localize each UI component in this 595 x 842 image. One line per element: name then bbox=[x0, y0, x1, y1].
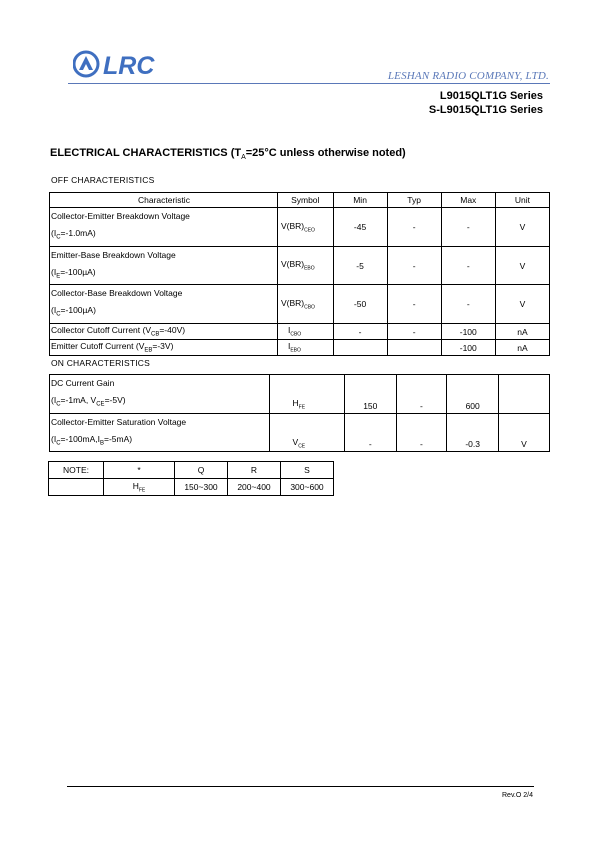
series-title-1: L9015QLT1G Series bbox=[439, 90, 543, 102]
col-min: Min bbox=[333, 193, 387, 208]
on-characteristics-title: ON CHARACTERISTICS bbox=[51, 358, 150, 368]
typ-cell: - bbox=[387, 324, 441, 340]
min-cell: -45 bbox=[333, 208, 387, 247]
lrc-logo bbox=[73, 49, 177, 81]
max-cell: -0.3 bbox=[447, 413, 499, 452]
unit-cell: V bbox=[495, 285, 549, 324]
unit-cell: nA bbox=[495, 340, 549, 356]
min-cell bbox=[333, 340, 387, 356]
table-row bbox=[50, 413, 550, 452]
symbol-cell: $I_{EBO}$ bbox=[277, 340, 333, 356]
max-cell: - bbox=[441, 285, 495, 324]
typ-cell bbox=[387, 340, 441, 356]
note-col-q: Q bbox=[175, 462, 228, 479]
logo-text: LRC bbox=[103, 52, 155, 80]
off-characteristics-table bbox=[49, 192, 550, 356]
min-cell: - bbox=[344, 413, 396, 452]
max-cell: -100 bbox=[441, 324, 495, 340]
table-row bbox=[50, 375, 550, 414]
symbol-cell: $V_{CE}$ bbox=[269, 413, 344, 452]
on-characteristics-table bbox=[49, 374, 550, 452]
typ-cell: - bbox=[387, 246, 441, 285]
min-cell: 150 bbox=[344, 375, 396, 414]
unit-cell: nA bbox=[495, 324, 549, 340]
symbol-cell: $V(BR)_{CEO}$ bbox=[277, 208, 333, 247]
table-row bbox=[50, 285, 550, 324]
characteristic-cell: Emitter Cutoff Current $(V_{EB}=-3V)$ bbox=[50, 340, 278, 356]
symbol-cell: $H_{FE}$ bbox=[269, 375, 344, 414]
note-symbol-cell: $H_{FE}$ bbox=[104, 479, 175, 496]
characteristic-cell: DC Current Gain ($I_C=-1mA$, $V_{CE}=-5V$) bbox=[50, 375, 270, 414]
table-row bbox=[50, 340, 550, 356]
max-cell: - bbox=[441, 246, 495, 285]
note-label: NOTE: bbox=[49, 462, 104, 479]
table-row bbox=[50, 324, 550, 340]
characteristic-cell: Collector Cutoff Current $(V_{CB}=-40V)$ bbox=[50, 324, 278, 340]
symbol-cell: $V(BR)_{EBO}$ bbox=[277, 246, 333, 285]
characteristic-cell: Collector-Base Breakdown Voltage $(I_C=-100\mu A)$ bbox=[50, 285, 278, 324]
note-value-row bbox=[49, 479, 334, 496]
note-col-star: * bbox=[104, 462, 175, 479]
note-header-row bbox=[49, 462, 334, 479]
unit-cell: V bbox=[499, 413, 550, 452]
table-header-row bbox=[50, 193, 550, 208]
note-empty-cell bbox=[49, 479, 104, 496]
typ-cell: - bbox=[396, 413, 447, 452]
note-value-r: 200~400 bbox=[228, 479, 281, 496]
max-cell: - bbox=[441, 208, 495, 247]
min-cell: -50 bbox=[333, 285, 387, 324]
symbol-cell: $V(BR)_{CBO}$ bbox=[277, 285, 333, 324]
table-row bbox=[50, 246, 550, 285]
company-name: LESHAN RADIO COMPANY, LTD. bbox=[387, 70, 549, 82]
note-col-s: S bbox=[281, 462, 334, 479]
min-cell: - bbox=[333, 324, 387, 340]
characteristic-cell: Emitter-Base Breakdown Voltage $(I_E=-100\mu A)$ bbox=[50, 246, 278, 285]
table-row bbox=[50, 208, 550, 247]
max-cell: -100 bbox=[441, 340, 495, 356]
col-max: Max bbox=[441, 193, 495, 208]
header-divider bbox=[68, 83, 550, 84]
symbol-cell: $I_{CBO}$ bbox=[277, 324, 333, 340]
unit-cell: V bbox=[495, 246, 549, 285]
col-typ: Typ bbox=[387, 193, 441, 208]
col-unit: Unit bbox=[495, 193, 549, 208]
note-value-s: 300~600 bbox=[281, 479, 334, 496]
section-title: ELECTRICAL CHARACTERISTICS ($T_A=25^\circ C$ unless otherwise noted) bbox=[50, 147, 406, 162]
typ-cell: - bbox=[387, 285, 441, 324]
typ-cell: - bbox=[387, 208, 441, 247]
unit-cell bbox=[499, 375, 550, 414]
unit-cell: V bbox=[495, 208, 549, 247]
off-characteristics-title: OFF CHARACTERISTICS bbox=[51, 175, 155, 185]
characteristic-cell: Collector-Emitter Breakdown Voltage $(I_C=-1.0mA)$ bbox=[50, 208, 278, 247]
max-cell: 600 bbox=[447, 375, 499, 414]
note-table bbox=[48, 461, 334, 496]
characteristic-cell: Collector-Emitter Saturation Voltage $(I_C=-100mA,I_B=-5mA)$ bbox=[50, 413, 270, 452]
footer-divider bbox=[67, 786, 534, 787]
col-characteristic: Characteristic bbox=[50, 193, 278, 208]
footer-revision: Rev.O 2/4 bbox=[502, 792, 533, 799]
note-value-q: 150~300 bbox=[175, 479, 228, 496]
series-title-2: S-L9015QLT1G Series bbox=[428, 104, 543, 116]
note-col-r: R bbox=[228, 462, 281, 479]
typ-cell: - bbox=[396, 375, 447, 414]
col-symbol: Symbol bbox=[277, 193, 333, 208]
min-cell: -5 bbox=[333, 246, 387, 285]
